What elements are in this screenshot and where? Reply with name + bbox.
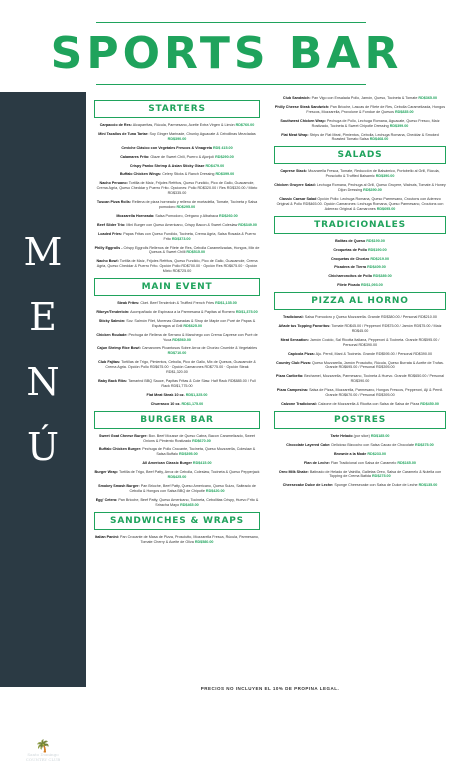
menu-item — [90, 360, 264, 375]
menu-item-description: Delicioso Bizcocho con Salsa Cacao de Chocolate — [331, 442, 414, 447]
menu-sidebar — [0, 92, 86, 762]
section-heading: BURGER BAR — [94, 411, 260, 429]
menu-item-price: RD$580.00 — [194, 539, 214, 544]
menu-item-description: Pan Brioche, Lascas de Filete de Res, Cebolla Caramelizada, Hongos Frescos, Mozzarella, Provolone & Fondue de Quesos — [306, 104, 446, 114]
menu-item-name: Ribeye/Tenderloin: — [96, 309, 130, 314]
menu-item — [90, 447, 264, 457]
side-letter-e: E — [29, 295, 57, 339]
menu-item — [270, 315, 450, 320]
menu-item — [90, 172, 264, 177]
menu-item-name: Cheesecake Dulce de Leche: — [282, 483, 334, 488]
side-letter-u: Ú — [26, 425, 60, 469]
menu-item-name: Tuscan Pizza Rolls: — [96, 200, 131, 205]
menu-item-name: Nacho Peruano: — [99, 181, 128, 186]
menu-item — [270, 239, 450, 244]
top-bar — [0, 0, 453, 7]
menu-item-name: Bolitas de Queso — [335, 238, 366, 243]
menu-item-name: Pizza Campesina: — [276, 388, 309, 393]
menu-item-price: RD$ 415.00 — [212, 145, 233, 150]
menu-item-price: RD$670.00 — [192, 438, 211, 443]
menu-item-description: Celery Sticks & Ranch Dressing — [162, 172, 215, 177]
menu-item-name: Tradicional: — [283, 315, 304, 320]
menu-item-name: Picadera de Tierra — [334, 265, 367, 270]
menu-item-name: Buffalo Chicken Wings: — [119, 172, 162, 177]
menu-item-price: RD$835.00 — [394, 109, 414, 114]
menu-item — [270, 324, 450, 334]
menu-item-name: Italian Panini: — [95, 534, 119, 539]
menu-item-name: Burger Wrap: — [94, 470, 119, 475]
menu-item-description: Pan Crocante de Masa de Pizza, Prosciutto, Mozzarella Fresca, Rúcula, Parmesano, Tomate Cherry & Aceite de Oliva — [120, 534, 259, 544]
menu-item-name: Ceviche Clásico con Vegetales Frescos & Vinagreta — [121, 145, 212, 150]
menu-item-name: Chocolate Layered Cake: — [286, 442, 331, 447]
menu-item-price: RD$275.00 — [372, 474, 391, 479]
menu-item-name: Pizza Caribeña: — [275, 374, 304, 379]
menu-item-name: Caprese Stack: — [280, 169, 308, 174]
menu-item — [270, 461, 450, 466]
menu-item-price: RD$625.00 — [183, 323, 203, 328]
menu-item-description: Jamón Cocido, Sal Ricotta Italiana, Pepperoni & Tocineta. Grande RD$595.00 / Personal RD$390.00 — [309, 337, 440, 347]
menu-item-price: RD$190.00 — [366, 238, 385, 243]
menu-item-description: Papas Fritas con Queso Fundido, Tocineta, Crema Agria, Salsa Rosada & Puerro Frito — [123, 231, 256, 241]
menu-item-name: All American Classic Burger — [142, 461, 192, 466]
menu-item — [90, 402, 264, 407]
menu-item-description: Crispy Eggrolls Rellenos de Filete de Res, Cebolla Caramelizadas, Hongos, Mix de Quesos & Sweet Chilli — [123, 245, 260, 255]
menu-item-price: RD$185.00 — [370, 433, 390, 438]
menu-item — [90, 259, 264, 274]
menu-item-name: Baby Back Ribs: — [98, 379, 128, 383]
menu-item — [270, 105, 450, 115]
menu-item — [270, 352, 450, 357]
menu-item-price: RD$135.00 — [418, 483, 438, 488]
menu-item-description: Salsa de Pizza, Mozzarella, Parmesano, Hongos Frescos, Pepperoni, Ají & Pernil. Grande RD$670.00 / Personal RD$395.00 — [309, 388, 444, 398]
menu-item — [270, 402, 450, 407]
menu-item-description: Mozzarella Fresca, Tomate, Reducción de Balsámico, Portobello al Grill, Rúcula, Prosciutto & Truffled Balsamic — [308, 169, 440, 179]
menu-item-name: Brownie a la Mode — [333, 451, 367, 456]
logo-line1: Santo Domingo — [27, 752, 59, 757]
menu-item-name: Club Fajitas: — [98, 360, 121, 365]
menu-item-description: Acompañado de Espinaca a la Parmesana & Papitas al Romero — [130, 309, 235, 314]
title-rule-top — [96, 22, 366, 23]
left-column — [90, 96, 264, 548]
menu-item-price: RD$479.00 — [205, 163, 225, 168]
menu-item — [270, 452, 450, 457]
menu-item-description: Bechamel, Mozzarella, Parmesano, Tocineta & Huevo. Grande RD$650.00 / Personal RD$390.00 — [304, 374, 445, 384]
menu-item-name: Club Sandwich: — [282, 96, 311, 100]
menu-item-price: RD$1,093.00 — [361, 283, 383, 288]
menu-item-price: RD$415.00 — [192, 461, 212, 466]
menu-item-price: RD$420.00 — [205, 488, 225, 493]
menu-item-price: RD$260.00 — [219, 213, 238, 218]
menu-item — [270, 248, 450, 253]
club-logo — [20, 740, 66, 762]
menu-item-price: RD$375.00 — [415, 442, 434, 447]
menu-item-price: RD$399.00 — [389, 123, 409, 128]
menu-item-price: RD$295.00 — [176, 204, 196, 209]
menu-item-name: Chicken Gruyere Salad: — [274, 183, 316, 188]
menu-item-description: Alcaparritas, Rúcula, Parmesano, Aceite Extra Virgen & Limón — [132, 123, 235, 127]
menu-item — [270, 374, 450, 384]
menu-item-name: Egg' Cetera: — [95, 497, 118, 502]
menu-item-price: RD$425.00 — [167, 475, 187, 480]
menu-item-description: Camarones Picantosos Sobre Arroz de Chorizo Crumble & Vegetables — [141, 346, 258, 351]
menu-item — [270, 361, 450, 371]
menu-item-price: RD$165.00 — [397, 460, 416, 465]
menu-item-description: Tortilla de Maíz, Frijoles Refritos, Queso Fundido, Pico de Gallo, Guacamole, Crema Agria, Queso Cheddar y Puerro Frito. Opciones: Pollo RD$320.00 / Res RD$320.00 / Mixto RD$335.00 — [96, 181, 258, 196]
menu-item-price: RD$1,375.00 — [235, 309, 258, 314]
menu-item-description: Lechuga Romana, Pechuga al Grill, Queso Gruyere, Walnuts, Tomate & Honey Dijon Dressing — [316, 183, 446, 193]
menu-item-name: Southwest Chicken Wrap: — [280, 118, 326, 123]
menu-item-price: RD$468.00 — [369, 137, 389, 142]
menu-item — [270, 388, 450, 398]
menu-item — [270, 443, 450, 448]
menu-item-description: Tamarind BBQ Sauce, Papitas Fritas & Cole Slaw. Half Rack RD$885.00 / Full Rack RD$1,775.00 — [128, 379, 256, 388]
section-heading: MAIN EVENT — [94, 278, 260, 296]
menu-item — [90, 232, 264, 242]
menu-item-name: Sticky Salmón: — [98, 318, 126, 323]
side-letter-n: N — [26, 360, 60, 404]
menu-item-name: Sweet Goat Cheese Burger: — [99, 433, 148, 438]
menu-item-description: Sov. Salmón Filet, Morenas Glaseadas & Sirop de Maple con Puré de Papas & Espárragos al Grill — [126, 318, 256, 328]
section-heading: PIZZA AL HORNO — [274, 292, 446, 310]
menu-item-price: RD$1,325.00 — [185, 392, 208, 397]
menu-item — [270, 338, 450, 348]
menu-item-price: RD$390.00 — [363, 188, 382, 193]
menu-item-name: Nacho Bowl: — [96, 259, 119, 264]
menu-item — [90, 301, 264, 306]
menu-item-name: Flan de Leche: — [304, 460, 330, 465]
menu-item-name: Tarte Helado — [330, 433, 353, 438]
menu-item-name: Capicola Pizza: — [287, 351, 315, 356]
section-heading: TRADICIONALES — [274, 216, 446, 234]
menu-item-name: Churrasco 10 oz. — [150, 401, 181, 406]
menu-item — [90, 535, 264, 545]
menu-item-price: RD$219.00 — [370, 256, 389, 261]
menu-item — [90, 214, 264, 219]
menu-item — [90, 470, 264, 480]
menu-item — [90, 379, 264, 389]
menu-item — [270, 197, 450, 212]
menu-item-description: Strips de Flat Meat, Pimientos, Cebolla, Lechuga Romana, Cheddar & Smoked Roasted Tomato Salsa — [309, 132, 439, 142]
menu-item-price: RD$233.00 — [367, 451, 387, 456]
menu-item-price: RD$409.00 — [367, 265, 386, 270]
menu-item-name: Añade tus Topping Favoritos: — [278, 324, 331, 329]
menu-item-price: RD$515.00 — [186, 250, 206, 255]
menu-item-name: Flat Meat Steak 10 oz. — [146, 392, 185, 397]
menu-item — [270, 183, 450, 193]
menu-item — [90, 246, 264, 256]
menu-item-description: (por slice) — [353, 433, 370, 438]
menu-item — [270, 257, 450, 262]
menu-item-name: Loaded Fries: — [98, 231, 123, 236]
menu-item-name: Classic Caesar Salad — [279, 196, 317, 201]
menu-item-price: RD$450.00 — [420, 402, 439, 406]
menu-item — [270, 483, 450, 488]
palm-tree-icon: 🌴 — [35, 739, 51, 753]
menu-item — [90, 461, 264, 466]
menu-item-description: Cket. Beef Tenderloin & Truffled French Fries — [140, 301, 215, 306]
menu-item-price: RD$390.00 — [167, 136, 187, 141]
menu-item-name: Croquetas de Chorizo — [331, 256, 370, 261]
menu-item-description: Tortilla de Trigo, Beef Patty, Arroz de Cebolla, Coleslaw, Tocineta & Queso Pepperjack — [119, 470, 260, 475]
menu-item-description: Queso Mozzarella, Jamón Prosciutto, Rúcula, Queso Burrata & Aceite de Trufas. Grande RD$695.00 / Personal RD$395.00 — [312, 360, 444, 370]
menu-item — [270, 470, 450, 480]
side-letter-m: M — [23, 230, 63, 274]
menu-item-description: Salsa Pomodoro, Orégano y Albahaca — [155, 213, 218, 218]
menu-item-price: RD$399.00 — [215, 172, 235, 177]
menu-item-name: Chicharroncitos de Pollo — [328, 274, 372, 279]
menu-item-name: Croquetas de Pollo — [333, 247, 367, 252]
menu-item — [90, 164, 264, 169]
page-title: SPORTS BAR — [50, 28, 403, 79]
section-heading: STARTERS — [94, 100, 260, 118]
menu-item — [270, 265, 450, 270]
menu-item-description: Tortilla de Maíz, Frijoles Refritos, Queso Fundido, Pico de Gallo, Guacamole, Crema Agria, Queso Cheddar & Puerro Frito. Opción Pollo RD$700.00 · Opción Res RD$675.00 · Opción Mixto RD$725.00 — [96, 259, 258, 274]
menu-item — [90, 319, 264, 329]
menu-item — [90, 155, 264, 160]
menu-item — [90, 434, 264, 444]
menu-item-price: RD$290.00 — [215, 154, 234, 159]
section-heading: SANDWICHES & WRAPS — [94, 512, 260, 530]
menu-item-price: RD$390.00 — [375, 174, 395, 179]
menu-item — [270, 119, 450, 129]
menu-item — [90, 346, 264, 356]
menu-item — [90, 181, 264, 196]
menu-item — [270, 133, 450, 143]
menu-item-price: RD$560.00 — [172, 337, 191, 342]
menu-item-name: Smokey Smash Burger: — [98, 483, 140, 488]
menu-item — [270, 169, 450, 179]
menu-item-price: RD$389.00 — [373, 274, 392, 279]
menu-item-price: RD$710.00 — [167, 351, 187, 356]
menu-item-name: Chicken Roulade: — [96, 332, 128, 337]
menu-item-description: Pan Vigo con Ensalada Pollo, Jamón, Queso, Tocineta & Tomate — [311, 96, 418, 100]
menu-item — [90, 310, 264, 315]
menu-item-description: Rellena de pizza horneado y relleno de mortadella, Tomate, Tocineta y Salsa pomodoro — [132, 200, 258, 209]
menu-item-name: Country Club Pizza: — [276, 360, 311, 365]
menu-item-description: Bov. Beef Mousse de Queso Cabra, Bacon Caramelizado, Sweet Onions & Pimiento Rostizado — [143, 433, 255, 443]
menu-item — [90, 223, 264, 228]
menu-item-price: RD$1,135.00 — [215, 301, 237, 306]
menu-item-name: Carpaccio de Res: — [99, 123, 132, 127]
menu-item — [90, 132, 264, 142]
menu-item — [90, 146, 264, 151]
menu-item — [90, 123, 264, 128]
footer-note: PRECIOS NO INCLUYEN EL 10% DE PROPINA LEGAL. — [200, 686, 340, 691]
menu-item-name: Philly Eggrolls - — [94, 245, 123, 250]
menu-item-description: Pechuga de Pollo Crocante, Tocineta, Queso Mozzarella, Coleslaw & Salsa Buffalo — [142, 447, 256, 457]
menu-item-price: RD$373.00 — [171, 236, 191, 241]
menu-item-description: Opción Pollo: Lechuga Romana, Queso Parmesano, Croutons con Aderezo Original & Pollo RD$465.00. Opción Camarones: Lechuga Romana, Queso Parmesano, Croutons con Aderezo Original & Camarones — [276, 196, 444, 211]
menu-item-description: Pechuga de Rellena de Serrano & Manchego con Crema Caprese con Puré de Yuca — [128, 332, 258, 342]
menu-item-price: RD$1,175.00 — [181, 401, 204, 406]
menu-item-price: RD$465.00 — [180, 502, 199, 507]
menu-item — [270, 96, 450, 101]
menu-item-description: Flan Tradicional con Salsa de Caramelo — [330, 460, 397, 465]
menu-item — [90, 393, 264, 398]
menu-item — [270, 434, 450, 439]
menu-item-name: Calamares Frito: — [120, 154, 150, 159]
menu-item-name: Filete Picado — [337, 283, 360, 288]
section-heading: POSTRES — [274, 411, 446, 429]
section-heading: SALADS — [274, 146, 446, 164]
menu-item-name: Beef Slider Trio: — [97, 222, 126, 227]
menu-item-description: Aju. Pernil, Mani & Tocineta. Grande RD$595.00 / Personal RD$390.00 — [315, 351, 433, 356]
menu-item-price: RD$365.00 — [418, 96, 438, 100]
menu-item-name: Flat Meat Wrap: — [281, 132, 309, 137]
menu-item-price: RD$760.00 — [235, 123, 255, 127]
menu-item-description: Batinado de Helado de Vainilla, Galletas Oreo, Salsa de Caramelo & Nutella con Topping de Crema Batida — [309, 469, 442, 479]
menu-item-description: Calzone de Mozzarella & Ricotta con Salsa de Salsa de Pizza — [317, 402, 420, 406]
menu-item-description: Glaze de Sweet Chili, Puerro & Ajonjolí — [150, 154, 215, 159]
menu-item — [90, 333, 264, 343]
menu-item-description: Tortillas de Trigo, Pimientos, Cebolla, Pico de Gallo, Mix de Quesos, Guacamole & Crema Agria. Opción Pollo RD$675.00 · Opción Camarones RD$775.00 · Opción Steak RD$1,320.00 — [105, 360, 256, 375]
menu-item-name: Philly Cheese Steak Sandwich: — [274, 104, 330, 109]
menu-item-price: RD$695.00 — [376, 206, 396, 211]
title-rule-bottom — [96, 84, 366, 85]
menu-item-name: Steak Frites: — [117, 301, 140, 306]
menu-item-description: Sponge Cheesecake con Salsa de Dulce de Leche — [334, 483, 418, 488]
menu-item-name: Buffalo Chicken Burger: — [98, 447, 142, 452]
menu-item-description: Pan Brioche, Beef Patty, Queso Americano, Queso Suizo, Salteado de Cebolla & Hongos con Salsa BBQ de Chipotle — [129, 483, 256, 493]
menu-item — [270, 274, 450, 279]
menu-item — [270, 283, 450, 288]
menu-item-name: Calzone Tradicional: — [281, 402, 317, 406]
menu-item-price: RD$395.00 — [179, 452, 198, 457]
menu-item-description: Pechuga de Pollo, Lechuga Romana, Aguacate, Queso Fresco, Maíz Rostizado, Tocineta & Sweet Chipotle Dressing — [311, 118, 440, 128]
menu-item — [90, 498, 264, 508]
menu-item-description: Pan Brioche, Beef Patty, Queso Americano, Tocineta, Cebollitas Crispy, Huevo Frito & Sriracha Mayo — [118, 497, 259, 507]
menu-item-description: Mini Burger con Queso Americano, Crispy Bacon & Sweet Coleslaw — [126, 222, 238, 227]
menu-item-description: Soy Ginger Marinade, Chunky Aguacate & Cebollinas Mezcladas — [149, 131, 256, 136]
menu-item-name: Crispy Panko Shrimp & Asian Sticky Glaze — [129, 163, 205, 168]
menu-item-description: Tomate RD$45.00 / Pepperoni RD$75.00 / Jamón RD$75.00 / Maíz RD$45.00 — [331, 324, 442, 333]
menu-item-description: Salsa Pomodoro y Queso Mozzarella. Grande RD$380.00 / Personal RD$210.00 — [304, 315, 437, 320]
menu-item-name: Mozzarella Horneada: — [116, 213, 155, 218]
logo-line2: COUNTRY CLUB — [25, 757, 61, 762]
menu-item-price: RD$349.00 — [238, 222, 257, 227]
menu-item — [90, 484, 264, 494]
menu-item-name: Meat Sensation: — [280, 337, 309, 342]
menu-item-price: RD$190.00 — [367, 247, 387, 252]
menu-item-name: Oreo Milk Shake: — [278, 469, 309, 474]
menu-item-name: Mini Tacallos de Tuna Tartar: — [98, 131, 149, 136]
menu-item-name: Cajun Shrimp Rice Bowl: — [96, 346, 141, 351]
menu-item — [90, 200, 264, 210]
right-column — [270, 96, 450, 492]
